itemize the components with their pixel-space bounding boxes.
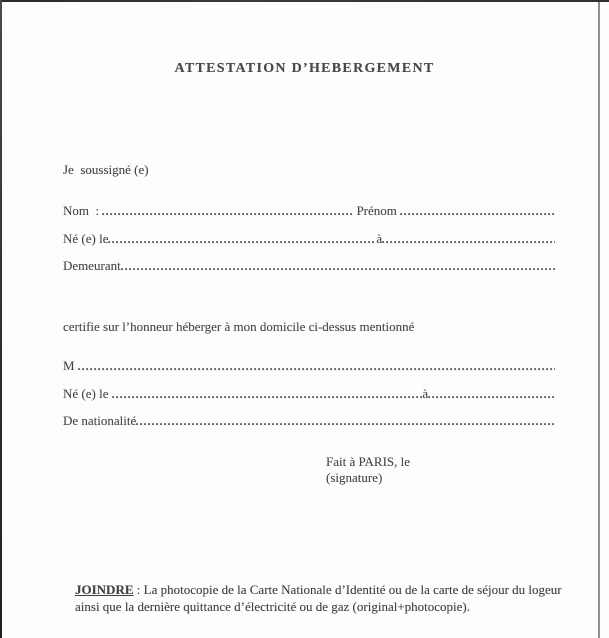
prenom-label: Prénom [353, 203, 401, 218]
page-title: ATTESTATION D’HEBERGEMENT [174, 61, 435, 76]
nom-label: Nom : [63, 203, 103, 218]
intro-line: Je soussigné (e) [63, 162, 149, 177]
guest-a-label: à [422, 386, 429, 401]
guest-ne-le-label: Né (e) le [63, 386, 112, 401]
joindre-text: : La photocopie de la Carte Nationale d’Identité ou de la carte de séjour du logeur ainsi que la dernière quittance d’électricité ou de gaz (original+photocopie). [75, 582, 562, 614]
m-label: M [63, 358, 78, 373]
host-name-line [63, 203, 555, 219]
demeurant-label: Demeurant [63, 258, 121, 273]
host-address-line [63, 258, 555, 274]
ne-le-label: Né (e) le [63, 231, 109, 246]
nationalite-label: De nationalité [63, 413, 137, 428]
attachments-note [75, 581, 562, 615]
nom-blank [102, 203, 353, 219]
nationality-blank [136, 413, 555, 429]
guest-birth-place-blank [428, 386, 555, 402]
guest-name-blank [78, 358, 555, 374]
guest-birth-line [63, 386, 555, 402]
address-blank [121, 258, 555, 274]
birth-date-blank [108, 231, 376, 247]
joindre-label: JOINDRE [75, 582, 134, 597]
a-label: à [376, 231, 383, 246]
scan-edge-right [598, 2, 600, 638]
fait-a-line: Fait à PARIS, le [326, 454, 411, 469]
scan-edge-left [0, 0, 2, 638]
birth-place-blank [382, 231, 555, 247]
guest-name-line [63, 358, 555, 374]
host-birth-line [63, 231, 555, 247]
prenom-blank [400, 203, 555, 219]
scan-edge-top [0, 0, 609, 2]
signature-note: (signature) [326, 470, 383, 485]
guest-birth-date-blank [112, 386, 423, 402]
signature-block [326, 454, 410, 486]
certify-statement: certifie sur l’honneur héberger à mon domicile ci-dessus mentionné [63, 319, 415, 334]
guest-nationality-line [63, 413, 555, 429]
